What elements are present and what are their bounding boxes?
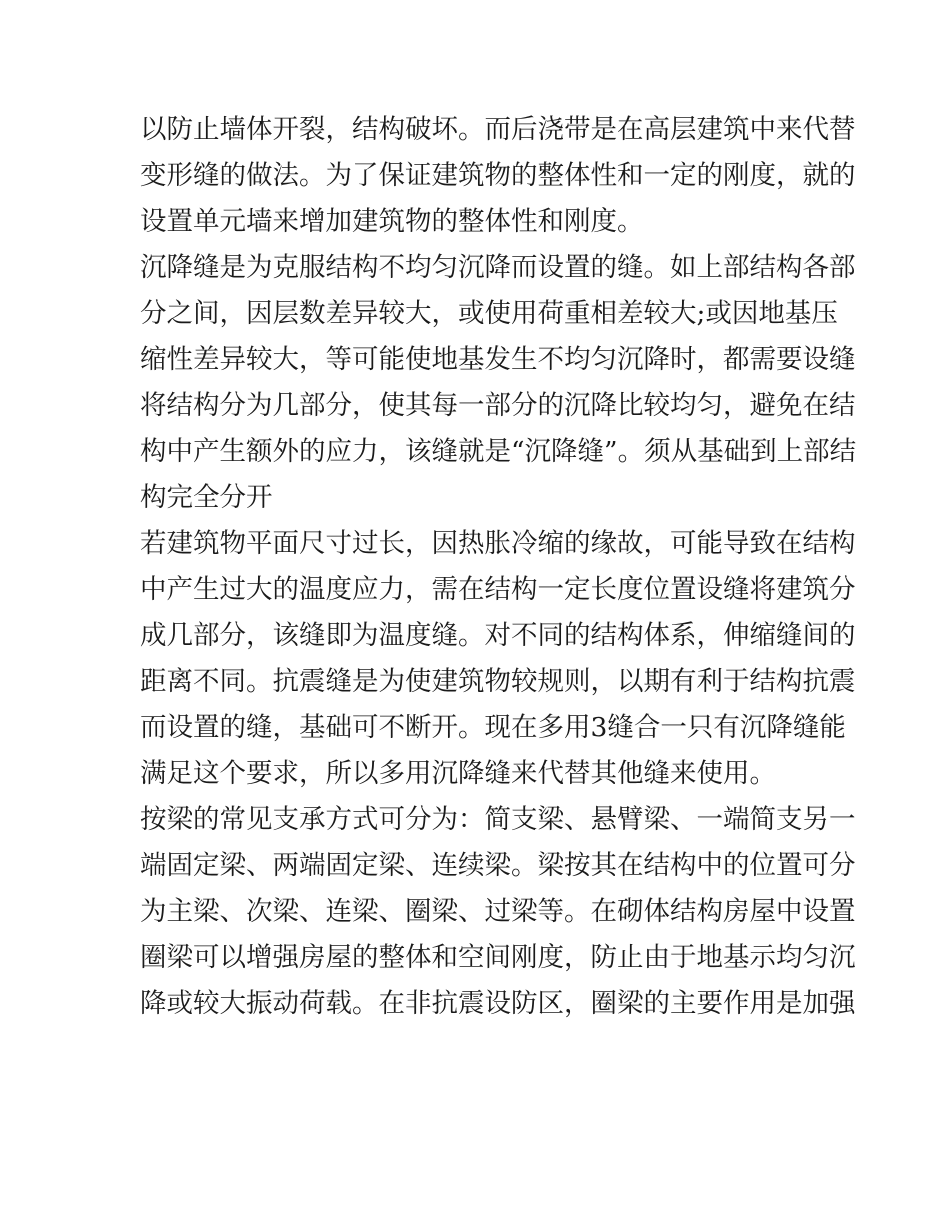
text-line: 按梁的常见支承方式可分为：简支梁、悬臂梁、一端简支另一 [140, 804, 856, 835]
text-line: 构中产生额外的应力，该缝就是“沉降缝”。须从基础到上部结 [140, 436, 857, 467]
document-body [140, 107, 857, 1027]
text-line: 将结构分为几部分，使其每一部分的沉降比较均匀，避免在结 [140, 390, 856, 421]
text-line: 为主梁、次梁、连梁、圈梁、过梁等。在砌体结构房屋中设置 [140, 896, 856, 927]
text-line: 分之间，因层数差异较大，或使用荷重相差较大;或因地基压 [140, 298, 838, 329]
paragraph [140, 521, 856, 797]
text-line: 沉降缝是为克服结构不均匀沉降而设置的缝。如上部结构各部 [140, 252, 856, 283]
text-line: 圈梁可以增强房屋的整体和空间刚度，防止由于地基示均匀沉 [140, 942, 856, 973]
paragraph [140, 245, 857, 521]
text-line: 距离不同。抗震缝是为使建筑物较规则，以期有利于结构抗震 [140, 666, 856, 697]
text-line: 构完全分开 [140, 482, 273, 513]
text-line: 满足这个要求，所以多用沉降缝来代替其他缝来使用。 [140, 758, 776, 789]
text-line: 降或较大振动荷载。在非抗震设防区，圈梁的主要作用是加强 [140, 988, 856, 1019]
text-line: 变形缝的做法。为了保证建筑物的整体性和一定的刚度，就的 [140, 160, 856, 191]
text-line: 中产生过大的温度应力，需在结构一定长度位置设缝将建筑分 [140, 574, 856, 605]
text-line: 缩性差异较大，等可能使地基发生不均匀沉降时，都需要设缝 [140, 344, 856, 375]
paragraph [140, 797, 856, 1027]
text-line: 设置单元墙来增加建筑物的整体性和刚度。 [140, 206, 644, 237]
text-line: 成几部分，该缝即为温度缝。对不同的结构体系，伸缩缝间的 [140, 620, 856, 651]
text-line: 而设置的缝，基础可不断开。现在多用3缝合一只有沉降缝能 [140, 712, 846, 743]
text-line: 若建筑物平面尺寸过长，因热胀冷缩的缘故，可能导致在结构 [140, 528, 856, 559]
paragraph [140, 107, 856, 245]
text-line: 端固定梁、两端固定梁、连续梁。梁按其在结构中的位置可分 [140, 850, 856, 881]
text-line: 以防止墙体开裂，结构破坏。而后浇带是在高层建筑中来代替 [140, 114, 856, 145]
